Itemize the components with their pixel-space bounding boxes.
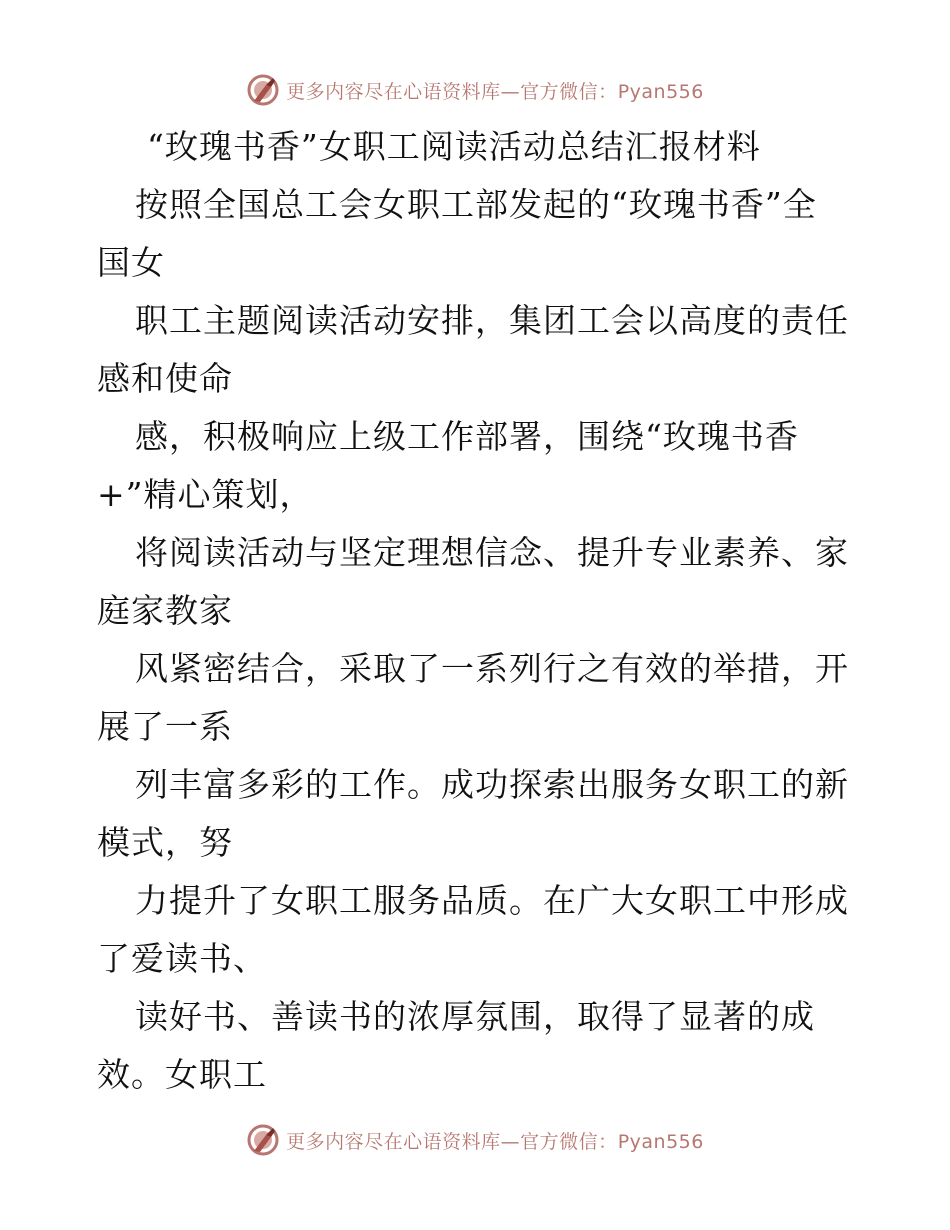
line-wrap: 模式，努	[97, 823, 233, 862]
banner-separator: —	[500, 1130, 521, 1153]
line-first: 力提升了女职工服务品质。在广大女职工中形成	[135, 881, 849, 920]
paragraph-line	[97, 524, 857, 640]
paragraph-line	[97, 640, 857, 756]
line-first: 读好书、善读书的浓厚氛围，取得了显著的成	[135, 997, 815, 1036]
line-wrap: 庭家教家	[97, 591, 233, 630]
header-banner-content	[246, 73, 704, 107]
paragraph-line	[97, 292, 857, 408]
line-first: 列丰富多彩的工作。成功探索出服务女职工的新	[135, 765, 849, 804]
document-body	[97, 118, 857, 1104]
footer-banner-content	[246, 1123, 704, 1157]
line-wrap: 了爱读书、	[97, 939, 267, 978]
paragraph-line	[97, 176, 857, 292]
footer-banner	[0, 1120, 950, 1160]
line-wrap: +”精心策划，	[97, 475, 314, 514]
paragraph-line	[97, 756, 857, 872]
paragraph-line	[97, 872, 857, 988]
line-first: 职工主题阅读活动安排，集团工会以高度的责任	[135, 301, 849, 340]
banner-separator: —	[500, 80, 521, 103]
banner-site-name: 更多内容尽在心语资料库	[286, 1130, 501, 1153]
banner-text	[286, 1127, 704, 1154]
pen-nib-seal-icon	[246, 1123, 280, 1157]
line-wrap: 国女	[97, 243, 165, 282]
banner-wechat-label: 官方微信：	[520, 80, 618, 103]
paragraph-line	[97, 408, 857, 524]
header-banner	[0, 70, 950, 110]
line-first: 感，积极响应上级工作部署，围绕“玫瑰书香	[135, 417, 799, 456]
document-title: “玫瑰书香”女职工阅读活动总结汇报材料	[147, 127, 761, 166]
banner-text	[286, 77, 704, 104]
banner-wechat-id: Pyan556	[617, 80, 704, 103]
line-first: 按照全国总工会女职工部发起的“玫瑰书香”全	[135, 185, 817, 224]
banner-wechat-id: Pyan556	[617, 1130, 704, 1153]
line-wrap: 效。女职工	[97, 1055, 267, 1094]
banner-wechat-label: 官方微信：	[520, 1130, 618, 1153]
line-wrap: 展了一系	[97, 707, 233, 746]
paragraph-line	[97, 988, 857, 1104]
line-wrap: 感和使命	[97, 359, 233, 398]
banner-site-name: 更多内容尽在心语资料库	[286, 80, 501, 103]
line-first: 风紧密结合，采取了一系列行之有效的举措，开	[135, 649, 849, 688]
line-first: 将阅读活动与坚定理想信念、提升专业素养、家	[135, 533, 849, 572]
pen-nib-seal-icon	[246, 73, 280, 107]
